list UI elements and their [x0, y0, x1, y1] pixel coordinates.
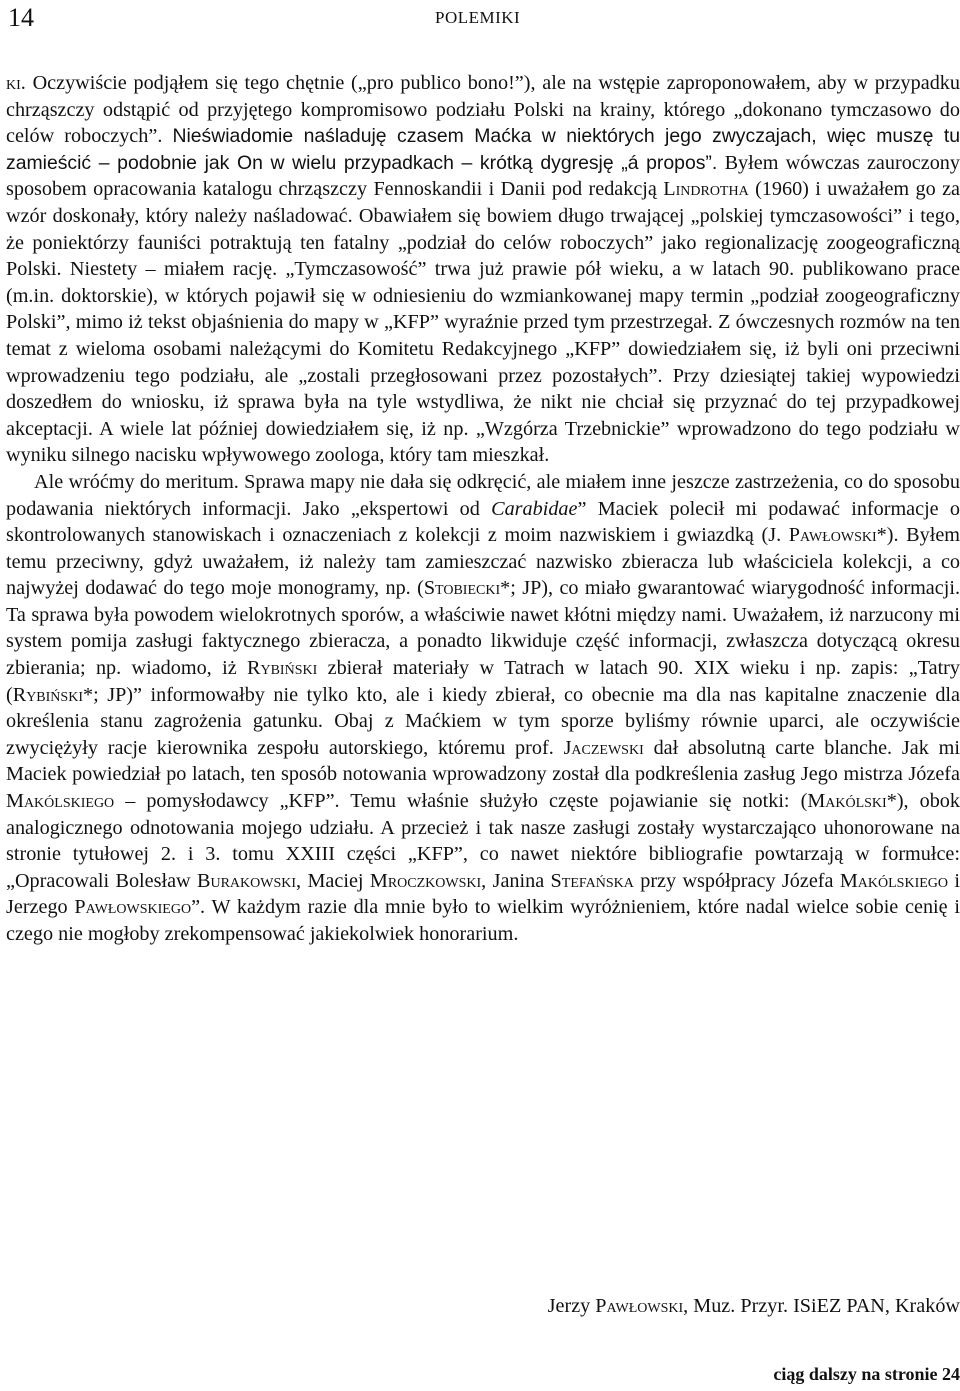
text-run: dał absolutną carte blanche. Jak mi Maciek powiedział po latach, ten sposób notowania wprowadzony został dla podkreślenia zasług Jego mistrza Józefa — [6, 736, 960, 786]
signature-first-name: Jerzy — [547, 1295, 596, 1317]
digression-text: Nieświadomie naśladuję czasem Maćka w niektórych jego zwyczajach, więc muszę tu zamieścić – podobnie jak On w wielu przypadkach – krótką dygresję „á propos”. — [6, 125, 960, 174]
text-run: ” Maciek polecił mi podawać informacje o skontrolowanych stanowiskach i oznaczeniach z kolekcji z moim nazwiskiem i gwiazdką (J. — [6, 497, 960, 547]
text-run: *), obok analogicznego odnotowania mojego udziału. A przecież i tak nasze zasługi zostały wystarczająco uhonorowane na stronie tytułowej 2. i 3. tomu XXIII części „KFP”, co nawet niektóre bibliografie powtarzają w formułce: „Opracowali Bolesław — [6, 790, 960, 892]
author-name: Makólski — [807, 790, 887, 813]
paragraph-2 — [6, 469, 960, 948]
text-run: . Oczywiście podjąłem się tego chętnie („pro publico bono!”), ale na wstępie zaproponowałem, aby w przypadku chrząszczy odstąpić od przyjętego kompromisowo podziału Polski na krainy, którego „dokonano tymczasowo do celów roboczych”. — [6, 72, 960, 148]
author-name: Stefańska — [550, 869, 634, 892]
text-run: przy współpracy Józefa — [633, 869, 840, 892]
text-run: (1960) i uważałem go za wzór doskonały, który należy naśladować. Obawiałem się bowiem długo trwającej „polskiej tymczasowości” i tego, że poniektórzy fauniści potraktują ten fatalny „podział do celów roboczych” jako regionalizację zoogeograficzną Polski. Niestety – miałem rację. „Tymczasowość” trwa już prawie pół wieku, a w latach 90. publikowano prace (m.in. doktorskie), w których pojawił się w odniesieniu do wzmiankowanej mapy termin „podział zoogeograficzny Polski”, mimo iż tekst objaśnienia do mapy w „KFP” wyraźnie przed tym przestrzegał. Z ówczesnych rozmów na ten temat z wieloma osobami należącymi do Komitetu Redakcyjnego „KFP” dowiedziałem się, iż byli oni przeciwni wprowadzeniu tego podziału, ale „zostali przegłosowani przez pozostałych”. Przy dziesiątej takiej wypowiedzi doszedłem do wniosku, iż sprawa była na tyle wstydliwa, że nikt nie chciał się przyznać do tej przypadkowej akceptacji. A wiele lat później dowiedziałem się, iż np. „Wzgórza Trzebnickie” wprowadzono do tego podziału w wyniku silnego nacisku wpływowego zoologa, który tam mieszkał. — [6, 178, 960, 467]
author-signature — [548, 1295, 960, 1318]
signature-affiliation: , Muz. Przyr. ISiEZ PAN, Kraków — [683, 1295, 960, 1317]
text-run: ”. W każdym razie dla mnie było to wielkim wyróżnieniem, które nadal wielce sobie cenię i czego nie mogłoby zrekompensować jakiekolwiek honorarium. — [6, 896, 960, 945]
page-number: 14 — [8, 3, 34, 32]
text-run: – pomysłodawcy „KFP”. Temu właśnie służyło częste pojawianie się notki: ( — [114, 790, 808, 813]
text-run: , Janina — [481, 869, 551, 892]
text-run: *). Byłem temu przeciwny, gdyż uważałem, iż należy tam zamieszczać nazwisko zbieracza lub właściciela kolekcji, a co najwyżej dodawać do tego moje monogramy, np. ( — [6, 524, 960, 600]
text-run: *; JP)” informowałby nie tylko kto, ale i kiedy zbierał, co obecnie ma dla nas kapitalne znaczenie dla określenia stanu zagrożenia gatunku. Obaj z Maćkiem w tym sporze byliśmy równie uparci, ale oczywiście zwyciężyły racje kierownika zespołu autorskiego, któremu prof. — [6, 683, 960, 759]
author-name: Rybiński — [12, 683, 83, 706]
text-run: i Jerzego — [6, 869, 960, 919]
taxon-name: Carabidae — [491, 497, 578, 520]
running-title: POLEMIKI — [435, 8, 521, 27]
text-run: *; JP), co miało gwarantować wiarygodność informacji. Ta sprawa była powodem wielokrotnych sporów, a właściwie nawet kłótni między nami. Uważałem, iż narzucony mi system pomija zasługi faktycznego zbieracza, a ponadto likwiduje część informacji, zwłaszcza dotyczącą okresu zbierania; np. wiadomo, iż — [6, 577, 960, 680]
author-name: Pawłowskiego — [74, 896, 192, 919]
author-name: Rybiński — [247, 657, 318, 680]
text-run: ki — [6, 72, 21, 94]
article-body — [6, 70, 960, 948]
author-name: Mroczkowski — [369, 869, 482, 892]
document-page — [6, 0, 960, 1391]
author-name: Pawłowski — [788, 524, 877, 547]
author-name: Makólskiego — [839, 869, 949, 892]
author-name: Burakowski — [197, 869, 297, 892]
paragraph-1 — [6, 70, 960, 469]
continued-note: ciąg dalszy na stronie 24 — [773, 1364, 960, 1384]
author-name: Lindrotha — [663, 178, 749, 201]
page-header — [6, 0, 960, 40]
text-run: zbierał materiały w Tatrach w latach 90. XIX wieku i np. zapis: „Tatry ( — [6, 657, 960, 706]
text-run: Ale wróćmy do meritum. Sprawa mapy nie dała się odkręcić, ale miałem inne jeszcze zastrzeżenia, co do sposobu podawania niektórych informacji. Jako „ekspertowi od — [6, 470, 960, 520]
signature-surname: Pawłowski — [595, 1295, 684, 1317]
author-name: Jaczewski — [563, 736, 644, 759]
text-run: Byłem wówczas zauroczony sposobem opracowania katalogu chrząszczy Fennoskandii i Danii pod redakcją — [6, 151, 960, 201]
text-run: , Maciej — [296, 869, 370, 892]
author-name: Makólskiego — [6, 790, 115, 813]
author-name: Stobiecki — [423, 577, 501, 600]
